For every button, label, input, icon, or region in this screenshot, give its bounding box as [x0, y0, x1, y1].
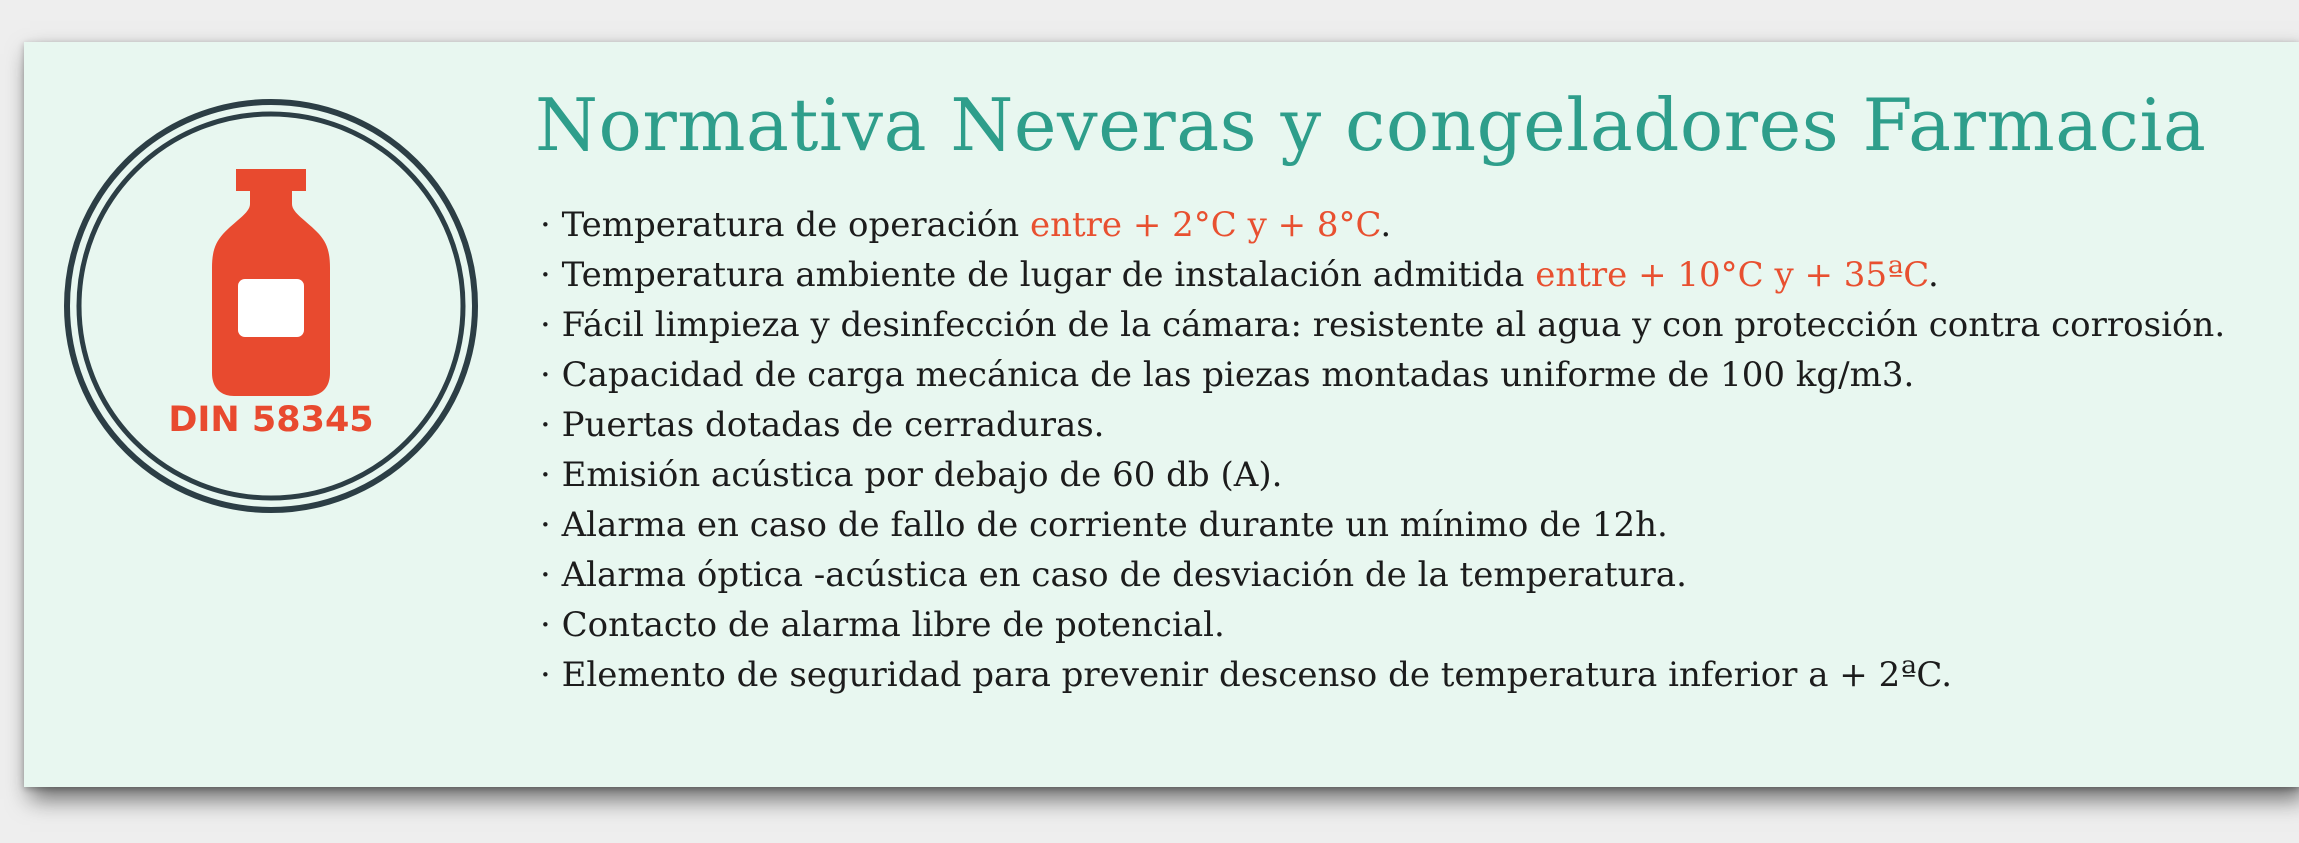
badge-label: DIN 58345 [168, 400, 374, 440]
list-item: · Fácil limpieza y desinfección de la cámara: resistente al agua y con protección contra corrosión. [540, 305, 2226, 345]
highlight-text: entre + 2°C y + 8°C [1029, 205, 1381, 245]
list-item: · Temperatura de operación entre + 2°C y + 8°C. [540, 205, 1392, 245]
page-title: Normativa Neveras y congeladores Farmacia [535, 83, 2207, 167]
requirements-list [540, 200, 2270, 700]
list-item: · Elemento de seguridad para prevenir descenso de temperatura inferior a + 2ªC. [540, 655, 1952, 695]
list-item: · Contacto de alarma libre de potencial. [540, 605, 1225, 645]
list-item: · Alarma óptica -acústica en caso de desviación de la temperatura. [540, 555, 1687, 595]
badge-graphic [56, 96, 486, 516]
list-item: · Temperatura ambiente de lugar de instalación admitida entre + 10°C y + 35ªC. [540, 255, 1939, 295]
bottle-icon [212, 169, 330, 396]
list-item: · Emisión acústica por debajo de 60 db (A). [540, 455, 1283, 495]
list-item: · Alarma en caso de fallo de corriente durante un mínimo de 12h. [540, 505, 1668, 545]
din-badge [56, 96, 486, 516]
list-item: · Puertas dotadas de cerraduras. [540, 405, 1105, 445]
highlight-text: entre + 10°C y + 35ªC [1535, 255, 1929, 295]
list-item: · Capacidad de carga mecánica de las piezas montadas uniforme de 100 kg/m3. [540, 355, 1915, 395]
